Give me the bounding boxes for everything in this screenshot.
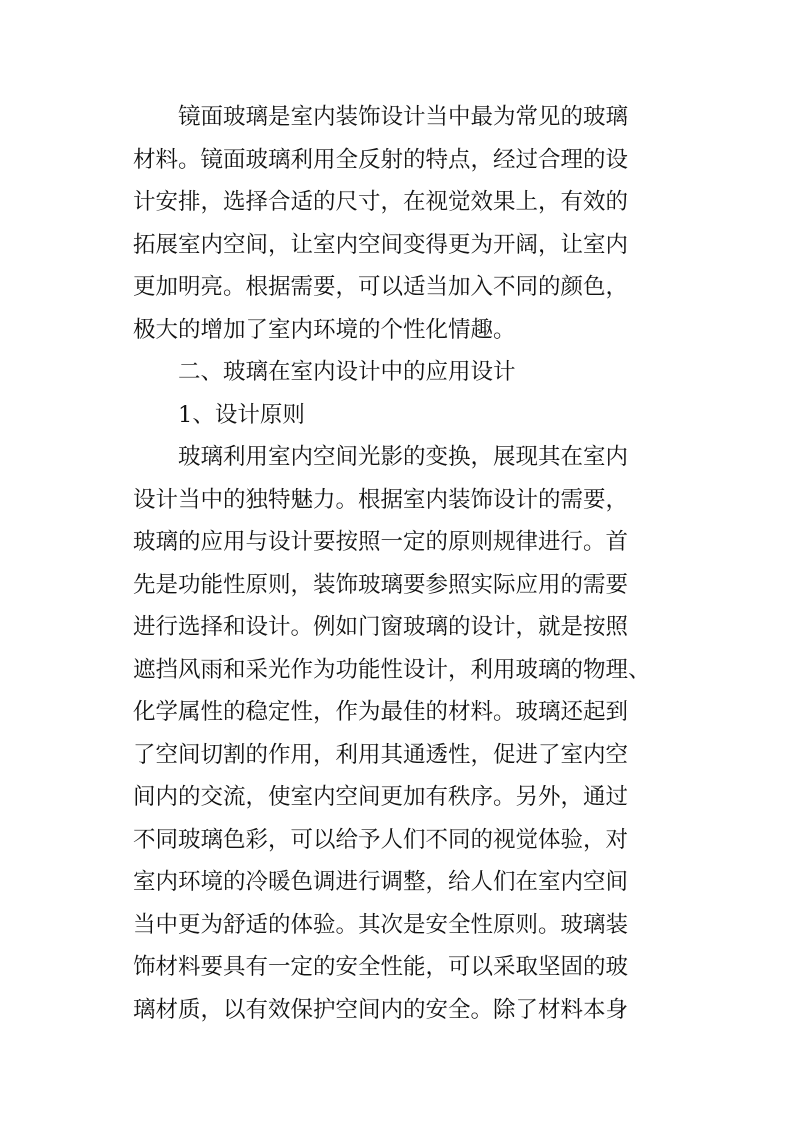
paragraph-line: 璃材质，以有效保护空间内的安全。除了材料本身 — [133, 996, 629, 1023]
section-heading: 二、玻璃在室内设计中的应用设计 — [178, 359, 516, 385]
paragraph-line: 不同玻璃色彩，可以给予人们不同的视觉体验，对 — [133, 826, 629, 853]
paragraph-line: 先是功能性原则，装饰玻璃要参照实际应用的需要 — [133, 571, 629, 598]
paragraph-line: 间内的交流，使室内空间更加有秩序。另外，通过 — [133, 784, 629, 810]
body-text — [133, 96, 673, 1031]
paragraph-line: 材料。镜面玻璃利用全反射的特点，经过合理的设 — [133, 146, 629, 173]
paragraph-line: 极大的增加了室内环境的个性化情趣。 — [133, 316, 516, 343]
paragraph-line: 计安排，选择合适的尺寸，在视觉效果上，有效的 — [133, 189, 629, 215]
paragraph-line: 饰材料要具有一定的安全性能，可以采取坚固的玻 — [133, 954, 629, 980]
paragraph-line: 玻璃利用室内空间光影的变换，展现其在室内 — [178, 444, 629, 470]
paragraph-line: 更加明亮。根据需要，可以适当加入不同的颜色， — [133, 274, 629, 300]
paragraph-line: 设计当中的独特魅力。根据室内装饰设计的需要， — [133, 486, 629, 513]
paragraph-line: 遮挡风雨和采光作为功能性设计，利用玻璃的物理、 — [133, 656, 651, 683]
paragraph-line: 当中更为舒适的体验。其次是安全性原则。玻璃装 — [133, 911, 629, 938]
paragraph-line: 玻璃的应用与设计要按照一定的原则规律进行。首 — [133, 529, 629, 555]
paragraph-line: 拓展室内空间，让室内空间变得更为开阔，让室内 — [133, 231, 629, 258]
paragraph-line: 镜面玻璃是室内装饰设计当中最为常见的玻璃 — [178, 104, 629, 130]
paragraph-line: 化学属性的稳定性，作为最佳的材料。玻璃还起到 — [133, 699, 629, 725]
paragraph-line: 了空间切割的作用，利用其通透性，促进了室内空 — [133, 741, 629, 768]
paragraph-line: 进行选择和设计。例如门窗玻璃的设计，就是按照 — [133, 614, 629, 640]
paragraph-line: 室内环境的冷暖色调进行调整，给人们在室内空间 — [133, 869, 629, 895]
subsection-heading: 1、设计原则 — [178, 401, 305, 428]
